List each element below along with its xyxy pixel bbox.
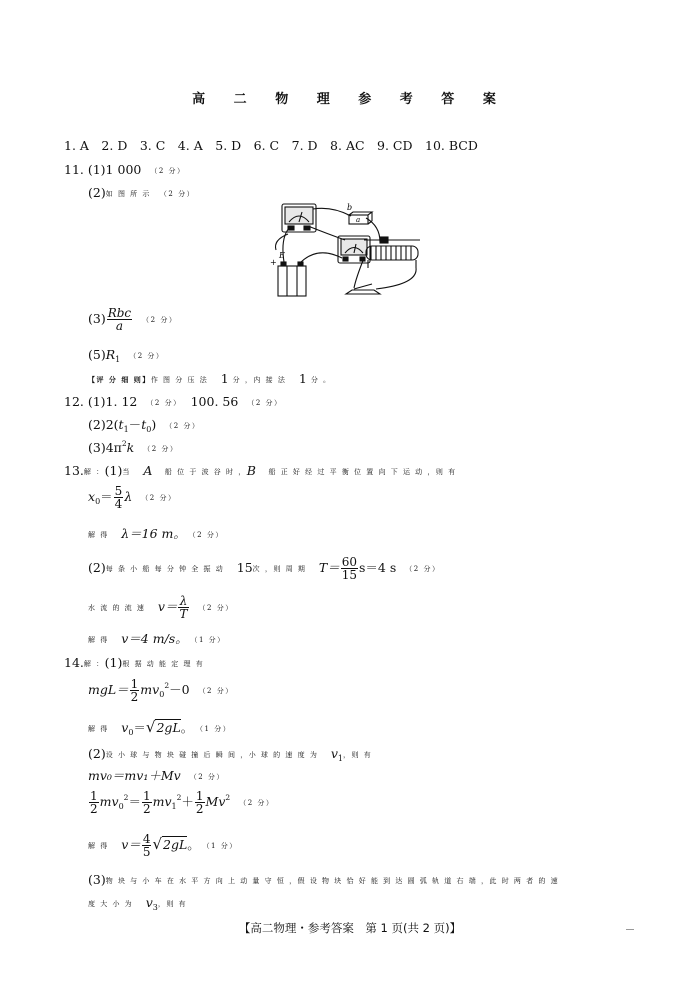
fraction-numerator: λ <box>179 594 188 608</box>
solution-tag: 解 ： <box>83 660 105 668</box>
battery-icon <box>278 266 306 296</box>
fraction-numerator: 1 <box>195 789 204 803</box>
q12-line1 <box>64 392 283 410</box>
subscript: 0 <box>146 425 152 434</box>
fraction-numerator: 1 <box>130 677 139 691</box>
q12-line2 <box>88 415 200 434</box>
score: （2 分） <box>144 494 177 502</box>
q14-part2 <box>88 744 372 763</box>
q11-scoring-rule <box>88 369 332 387</box>
solve-text: 解 得 <box>88 636 109 644</box>
rule-text: 分 ，内 接 法 <box>232 376 287 384</box>
fraction-denominator: 2 <box>142 802 151 816</box>
rheostat-icon <box>366 246 418 260</box>
q11-5-label: (5) <box>88 347 106 362</box>
q12-3-label: (3)4π <box>88 440 122 455</box>
subscript: 0 <box>159 690 165 699</box>
solve-text: 解 得 <box>88 725 109 733</box>
rule-text: 作 图 分 压 法 <box>150 376 209 384</box>
page-footer: 【高二物理・参考答案 第 1 页(共 2 页)】 <box>238 921 462 935</box>
solution-tag: 解 ： <box>83 468 105 476</box>
equals: ＝ <box>128 794 141 809</box>
part-label: (2) <box>88 746 106 761</box>
radicand: 2gL <box>156 720 181 735</box>
symbol-A: A <box>143 463 153 478</box>
score: （2 分） <box>168 422 201 430</box>
superscript: 2 <box>123 793 129 802</box>
score: （2 分） <box>145 316 178 324</box>
label-b: b <box>347 203 353 212</box>
part-label: (1) <box>104 463 123 478</box>
q11-line2 <box>88 183 195 201</box>
period: 。 <box>180 720 188 735</box>
q14-eq3 <box>88 766 225 784</box>
score: （2 分） <box>202 687 234 695</box>
text: 根 据 动 能 定 理 有 <box>122 660 205 668</box>
text: 设 小 球 与 物 块 碰 撞 后 瞬 间 ，小 球 的 速 度 为 <box>105 751 319 759</box>
fraction-denominator: 2 <box>195 802 204 816</box>
t-symbol: t <box>141 417 147 432</box>
score: （2 分） <box>193 773 225 781</box>
subscript: 1 <box>123 425 129 434</box>
score: （2 分） <box>408 565 441 573</box>
fraction-denominator: a <box>115 319 124 333</box>
v-symbol: v <box>330 746 338 761</box>
lambda-symbol: λ <box>124 489 133 504</box>
fraction-denominator: 4 <box>114 497 123 511</box>
q12-1-value2: 100. 56 <box>190 394 239 409</box>
q11-3-label: (3) <box>88 311 106 326</box>
q13-speed <box>88 595 234 620</box>
score: （1 分） <box>199 725 232 733</box>
q14-part3-cont <box>88 893 187 912</box>
mc-answers: 1. A 2. D 3. C 4. A 5. D 6. C 7. D 8. AC 9. CD 10. BCD <box>64 138 478 153</box>
paren: ) <box>151 417 157 432</box>
rule-number: 1 <box>298 371 307 386</box>
superscript: 2 <box>176 793 182 802</box>
score: （2 分） <box>132 352 165 360</box>
radicand: 2gL <box>163 837 188 852</box>
solve-text: 解 得 <box>88 531 109 539</box>
label-E: E <box>279 251 285 260</box>
score: （2 分） <box>250 399 283 407</box>
score: （2 分） <box>153 167 186 175</box>
result: v＝4 m/s。 <box>121 631 182 646</box>
symbol-B: B <box>246 463 256 478</box>
label-plus: + <box>270 258 277 267</box>
k-symbol: k <box>126 440 135 455</box>
q11-line5 <box>88 345 164 364</box>
score: （2 分） <box>146 445 179 453</box>
text: 物 块 与 小 车 在 水 平 方 向 上 动 量 守 恒 ，假 设 物 块 恰 好 能 到 达 圆 弧 轨 道 右 端 ，此 时 两 者 的 速 <box>105 877 560 885</box>
t-symbol: t <box>118 417 124 432</box>
part-label: (1) <box>104 655 123 670</box>
fraction-denominator: T <box>179 607 188 621</box>
momentum-equation: mv₀＝mv₁＋Mv <box>88 768 181 783</box>
q14-number: 14. <box>64 655 84 670</box>
v-symbol: v <box>121 720 129 735</box>
text: 次 ，则 周 期 <box>252 565 307 573</box>
superscript: 2 <box>164 681 170 690</box>
score: （2 分） <box>163 190 196 198</box>
subscript: 0 <box>128 728 134 737</box>
superscript: 2 <box>225 793 231 802</box>
text: 船 位 于 波 谷 时 ， <box>164 468 247 476</box>
T-symbol: T＝ <box>318 560 340 575</box>
score: （2 分） <box>242 799 275 807</box>
q14-eq5: 解 得 v＝ $\frac{4}{5}$ √2gL。 （1 分） <box>88 832 238 859</box>
q13-number: 13. <box>64 463 84 478</box>
mv: mv <box>152 794 172 809</box>
v-symbol: v <box>145 895 153 910</box>
subscript: 0 <box>95 497 101 506</box>
q11-5-sub: 1 <box>115 355 121 364</box>
part-label: (3) <box>88 872 106 887</box>
fraction-denominator: 2 <box>130 690 139 704</box>
subscript: 3 <box>152 903 158 912</box>
score: （2 分） <box>149 399 179 407</box>
rule-number: 1 <box>220 371 229 386</box>
text: ，则 有 <box>343 751 373 759</box>
q14-part3 <box>88 872 559 887</box>
text: 水 流 的 流 速 <box>88 604 146 612</box>
fraction-numerator: 1 <box>90 789 98 803</box>
minus: － <box>128 417 142 432</box>
q14-eq4 <box>88 790 274 815</box>
fraction-numerator: 4 <box>142 832 151 846</box>
fraction-numerator: 5 <box>114 484 123 498</box>
q11-5-R: R <box>105 347 116 362</box>
solve-text: 解 得 <box>88 842 109 850</box>
q11-line1 <box>64 160 186 178</box>
subscript: 0 <box>118 802 124 811</box>
fraction-denominator: 15 <box>341 568 357 582</box>
q14-eq2: 解 得 $v_0=√2gL$。 （1 分） <box>88 718 232 737</box>
q13-part2 <box>88 556 440 581</box>
page-title: 高 二 物 理 参 考 答 案 <box>192 92 508 107</box>
mv: mv <box>99 794 119 809</box>
equals: ＝ <box>133 720 146 735</box>
q11-line3 <box>88 307 177 332</box>
fraction-numerator: 1 <box>142 789 151 803</box>
rule-text: 分 。 <box>310 376 332 384</box>
q11-2-label: (2) <box>88 185 106 200</box>
tail: －0 <box>169 682 190 697</box>
Mv: Mv <box>205 794 226 809</box>
fraction-numerator: 60 <box>341 555 357 569</box>
q14-eq1 <box>88 678 234 703</box>
q14-line1 <box>64 655 204 670</box>
q13-final <box>88 629 226 647</box>
q12-line3 <box>88 438 178 456</box>
plus: ＋ <box>181 794 194 809</box>
subscript: 1 <box>171 802 177 811</box>
result: s＝4 s <box>359 560 397 575</box>
q11-2-text: 如 图 所 示 <box>105 190 151 198</box>
q11-1-text: 11. (1)1 000 <box>64 162 142 177</box>
q12-1-text: 12. (1)1. 12 <box>64 394 138 409</box>
fraction-denominator: 5 <box>142 845 151 859</box>
lhs: mgL＝ <box>88 682 129 697</box>
fraction-denominator: 2 <box>90 802 98 816</box>
v-symbol: v＝ <box>157 599 178 614</box>
switch-icon <box>346 290 380 294</box>
q13-eq2 <box>88 524 224 542</box>
text: 当 <box>122 468 131 476</box>
score: （2 分） <box>202 604 234 612</box>
v-symbol: v＝ <box>121 837 141 852</box>
part-label: (2) <box>88 560 106 575</box>
q13-eq1 <box>88 485 176 510</box>
fraction-numerator: Rbc <box>107 306 132 320</box>
score: （2 分） <box>192 531 224 539</box>
superscript: 2 <box>121 439 127 448</box>
circuit-figure <box>268 200 438 302</box>
text: ，则 有 <box>157 900 188 908</box>
text: 船 正 好 经 过 平 衡 位 置 向 下 运 动 ，则 有 <box>268 468 457 476</box>
corner-mark <box>626 929 634 930</box>
mv: mv <box>140 682 160 697</box>
score: （1 分） <box>193 636 226 644</box>
number: 15 <box>236 560 253 575</box>
label-a: a <box>356 216 361 224</box>
q12-2-label: (2)2( <box>88 417 119 432</box>
result: λ＝16 m。 <box>121 526 180 541</box>
text: 度 大 小 为 <box>88 900 134 908</box>
period: 。 <box>187 837 194 852</box>
x-symbol: x <box>88 489 96 504</box>
text: 每 条 小 船 每 分 钟 全 振 动 <box>105 565 225 573</box>
q13-line1 <box>64 461 457 479</box>
scoring-rule-tag: 【评 分 细 则】 <box>88 375 151 384</box>
equals: ＝ <box>100 489 113 504</box>
subscript: 1 <box>337 754 343 763</box>
score: （1 分） <box>206 842 238 850</box>
